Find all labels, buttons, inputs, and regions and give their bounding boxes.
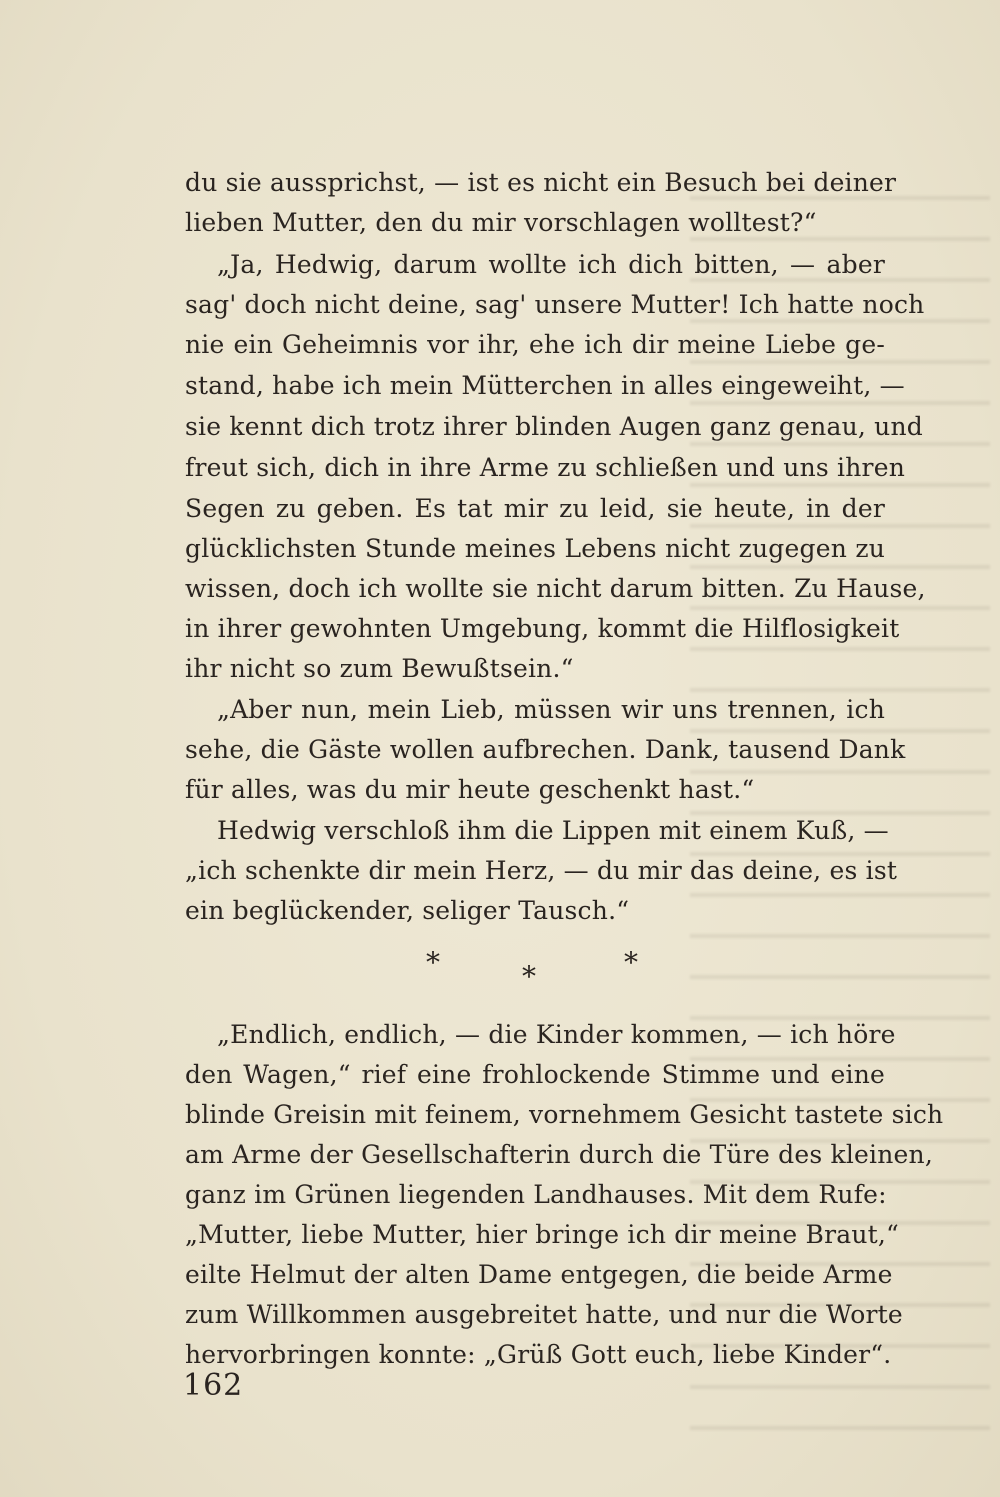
text-line: Segen zu geben. Es tat mir zu leid, sie heute, in der bbox=[185, 494, 885, 523]
text-line: ein beglückender, seliger Tausch.“ bbox=[185, 896, 630, 925]
text-line: blinde Greisin mit feinem, vornehmem Gesicht tastete sich bbox=[185, 1100, 944, 1129]
text-line: wissen, doch ich wollte sie nicht darum bitten. Zu Hause, bbox=[185, 574, 926, 603]
text-line: den Wagen,“ rief eine frohlockende Stimme und eine bbox=[185, 1060, 885, 1089]
text-line: „Endlich, endlich, — die Kinder kommen, — ich höre bbox=[217, 1020, 896, 1049]
text-line: sag' doch nicht deine, sag' unsere Mutter! Ich hatte noch bbox=[185, 290, 925, 319]
text-line: zum Willkommen ausgebreitet hatte, und nur die Worte bbox=[185, 1300, 903, 1329]
text-line: hervorbringen konnte: „Grüß Gott euch, liebe Kinder“. bbox=[185, 1340, 892, 1369]
text-line: nie ein Geheimnis vor ihr, ehe ich dir meine Liebe ge- bbox=[185, 330, 885, 359]
text-line: „Ja, Hedwig, darum wollte ich dich bitten, — aber bbox=[217, 250, 885, 279]
text-line: freut sich, dich in ihre Arme zu schließen und uns ihren bbox=[185, 453, 906, 482]
text-line: sie kennt dich trotz ihrer blinden Augen ganz genau, und bbox=[185, 412, 923, 441]
page-number: 162 bbox=[183, 1368, 244, 1403]
text-line: lieben Mutter, den du mir vorschlagen wolltest?“ bbox=[185, 208, 817, 237]
text-line: „Mutter, liebe Mutter, hier bringe ich dir meine Braut,“ bbox=[185, 1220, 900, 1249]
text-line: du sie aussprichst, — ist es nicht ein Besuch bei deiner bbox=[185, 168, 897, 197]
text-line: eilte Helmut der alten Dame entgegen, die beide Arme bbox=[185, 1260, 893, 1289]
asterisk: * bbox=[522, 960, 536, 993]
text-line: für alles, was du mir heute geschenkt hast.“ bbox=[185, 775, 755, 804]
text-line: in ihrer gewohnten Umgebung, kommt die Hilflosigkeit bbox=[185, 614, 900, 643]
section-break bbox=[412, 938, 652, 993]
text-line: sehe, die Gäste wollen aufbrechen. Dank, tausend Dank bbox=[185, 735, 906, 764]
text-line: am Arme der Gesellschafterin durch die Türe des kleinen, bbox=[185, 1140, 933, 1169]
asterisk: * bbox=[426, 946, 440, 979]
text-line: „Aber nun, mein Lieb, müssen wir uns trennen, ich bbox=[217, 695, 885, 724]
text-line: „ich schenkte dir mein Herz, — du mir das deine, es ist bbox=[185, 856, 898, 885]
text-line: stand, habe ich mein Mütterchen in alles eingeweiht, — bbox=[185, 371, 905, 400]
text-line: glücklichsten Stunde meines Lebens nicht zugegen zu bbox=[185, 534, 885, 563]
asterisk: * bbox=[624, 946, 638, 979]
text-line: ganz im Grünen liegenden Landhauses. Mit dem Rufe: bbox=[185, 1180, 887, 1209]
text-line: Hedwig verschloß ihm die Lippen mit einem Kuß, — bbox=[217, 816, 889, 845]
text-line: ihr nicht so zum Bewußtsein.“ bbox=[185, 654, 574, 683]
